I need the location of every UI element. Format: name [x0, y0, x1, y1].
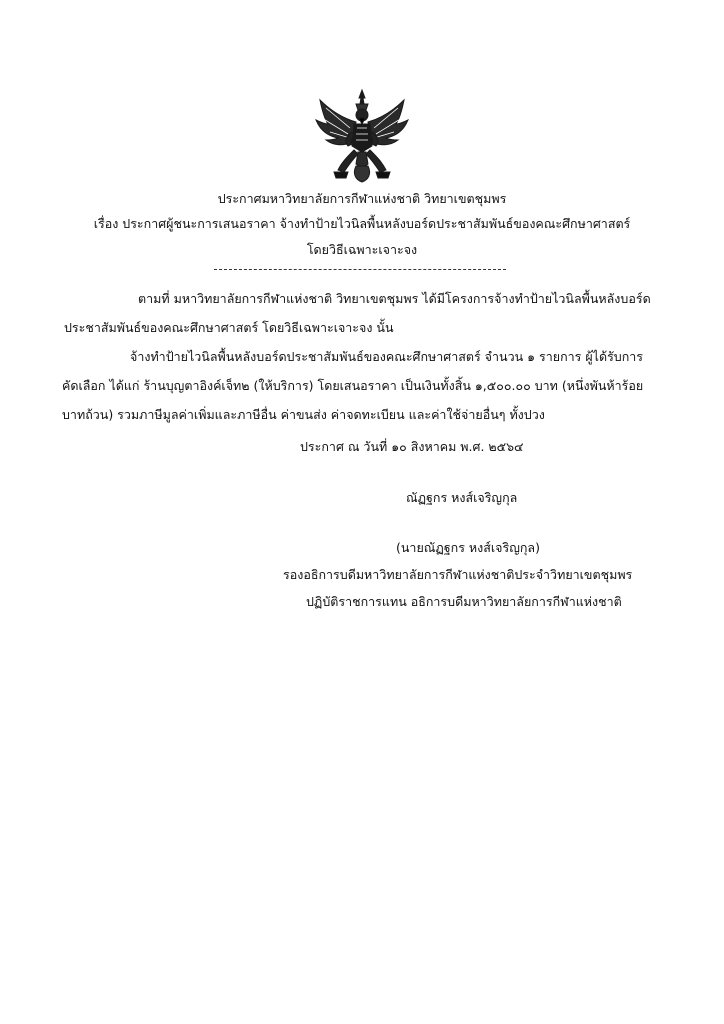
body-line-5: บาทถ้วน) รวมภาษีมูลค่าเพิ่มและภาษีอื่น ค่าขนส่ง ค่าจดทะเบียน และค่าใช้จ่ายอื่นๆ ทั้งปวง — [62, 407, 545, 422]
signer-name: (นายณัฏฐกร หงส์เจริญกุล) — [396, 540, 540, 555]
header-divider — [214, 269, 506, 270]
body-line-1: ตามที่ มหาวิทยาลัยการกีฬาแห่งชาติ วิทยาเขตชุมพร ได้มีโครงการจ้างทำป้ายไวนิลพื้นหลังบอร์ด — [138, 291, 651, 306]
body-line-3: จ้างทำป้ายไวนิลพื้นหลังบอร์ดประชาสัมพันธ์ของคณะศึกษาศาสตร์ จำนวน ๑ รายการ ผู้ได้รับการ — [130, 349, 644, 364]
body-line-2: ประชาสัมพันธ์ของคณะศึกษาศาสตร์ โดยวิธีเฉพาะเจาะจง นั้น — [64, 320, 394, 335]
document-subject: เรื่อง ประกาศผู้ชนะการเสนอราคา จ้างทำป้ายไวนิลพื้นหลังบอร์ดประชาสัมพันธ์ของคณะศึกษาศาสตร์ — [93, 216, 631, 231]
signature: ณัฏฐกร หงส์เจริญกุล — [406, 490, 518, 505]
body-line-4: คัดเลือก ได้แก่ ร้านบุญตาอิงค์เจ็ท๒ (ให้บริการ) โดยเสนอราคา เป็นเงินทั้งสิ้น ๑,๕๐๐.๐๐ บาท (หนึ่งพันห้าร้อย — [62, 378, 644, 393]
procurement-method: โดยวิธีเฉพาะเจาะจง — [306, 242, 418, 257]
garuda-emblem-icon — [312, 88, 412, 184]
signer-acting-position: ปฏิบัติราชการแทน อธิการบดีมหาวิทยาลัยการกีฬาแห่งชาติ — [306, 594, 622, 609]
document-title: ประกาศมหาวิทยาลัยการกีฬาแห่งชาติ วิทยาเขตชุมพร — [217, 191, 507, 206]
announcement-date: ประกาศ ณ วันที่ ๑๐ สิงหาคม พ.ศ. ๒๕๖๔ — [300, 439, 524, 454]
signer-position: รองอธิการบดีมหาวิทยาลัยการกีฬาแห่งชาติประจำวิทยาเขตชุมพร — [283, 567, 633, 582]
